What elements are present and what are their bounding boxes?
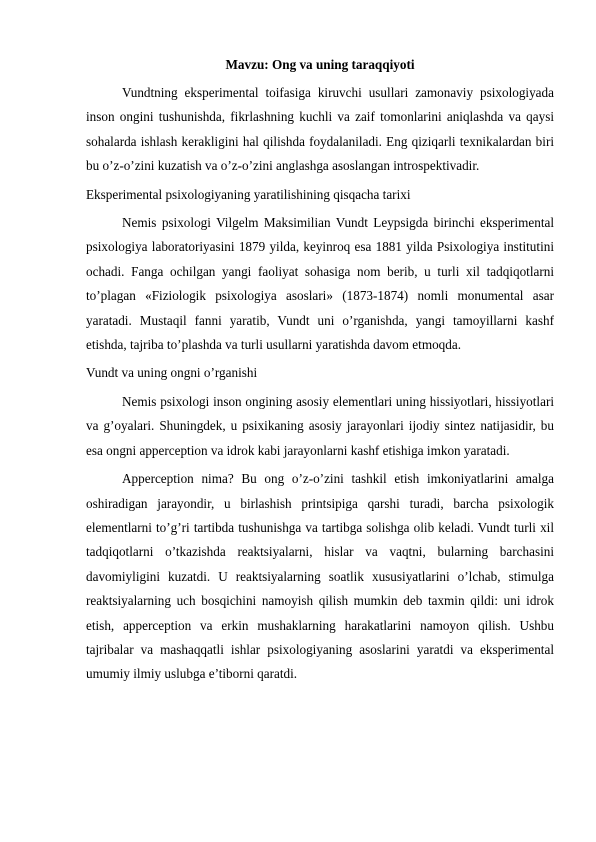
document-title: Mavzu: Ong va uning taraqqiyoti bbox=[225, 57, 415, 72]
paragraph-intro: Vundtning eksperimental toifasiga kiruvchi usullari zamonaviy psixologiyada inson ongini tushunishda, fikrlashning kuchli va zaif tomonlarini aniqlashda va qaysi sohalarda ishlash kerakligini hal qilishda foydalaniladi. Eng qiziqarli texnikalardan biri bu o’z-o’zini kuzatish va o’z-o’zini anglashga asoslangan introspektivadir. bbox=[86, 85, 554, 174]
paragraph-apperception: Apperception nima? Bu ong o’z-o’zini tashkil etish imkoniyatlarini amalga oshiradigan jarayondir, u birlashish printsipiga qarshi turadi, barcha psixologik elementlarni to’g’ri tartibda tushunishga va tartibga solishga olib keladi. Vundt turli xil tadqiqotlarni o’tkazishda reaktsiyalarni, hislar va vaqtni, bularning barchasini davomiyligini kuzatdi. U reaktsiyalarning soatlik xususiyatlarini o’lchab, stimulga reaktsiyalarning uch bosqichini namoyish qilish mumkin deb taxmin qildi: uni idrok etish, apperception va erkin mushaklarning harakatlarini namoyon qilish. Ushbu tajribalar va mashaqqatli ishlar psixologiyaning asoslarini yaratdi va eksperimental umumiy ilmiy uslubga e’tiborni qaratdi. bbox=[86, 471, 554, 682]
section-heading-history: Eksperimental psixologiyaning yaratilishining qisqacha tarixi bbox=[86, 186, 411, 202]
document-page bbox=[86, 56, 554, 687]
section-heading-vundt: Vundt va uning ongni o’rganishi bbox=[86, 365, 258, 381]
paragraph-history: Nemis psixologi Vilgelm Maksimilian Vundt Leypsigda birinchi eksperimental psixologiya laboratoriyasini 1879 yilda, keyinroq esa 1881 yilda Psixologiya institutini ochadi. Fanga ochilgan yangi faoliyat sohasiga nom berib, u turli xil tadqiqotlarni to’plagan «Fiziologik psixologiya asoslari» (1873-1874) nomli monumental asar yaratadi. Mustaqil fanni yaratib, Vundt uni o’rganishda, yangi tamoyillarni kashf etishda, tajriba to’plashda va turli usullarni yaratishda davom etmoqda. bbox=[86, 215, 554, 353]
paragraph-consciousness: Nemis psixologi inson ongining asosiy elementlari uning hissiyotlari, hissiyotlari va g’oyalari. Shuningdek, u psixikaning asosiy jarayonlari ijodiy sintez natijasidir, bu esa ongni apperception va idrok kabi jarayonlarni kashf etishiga imkon yaratadi. bbox=[86, 393, 554, 458]
